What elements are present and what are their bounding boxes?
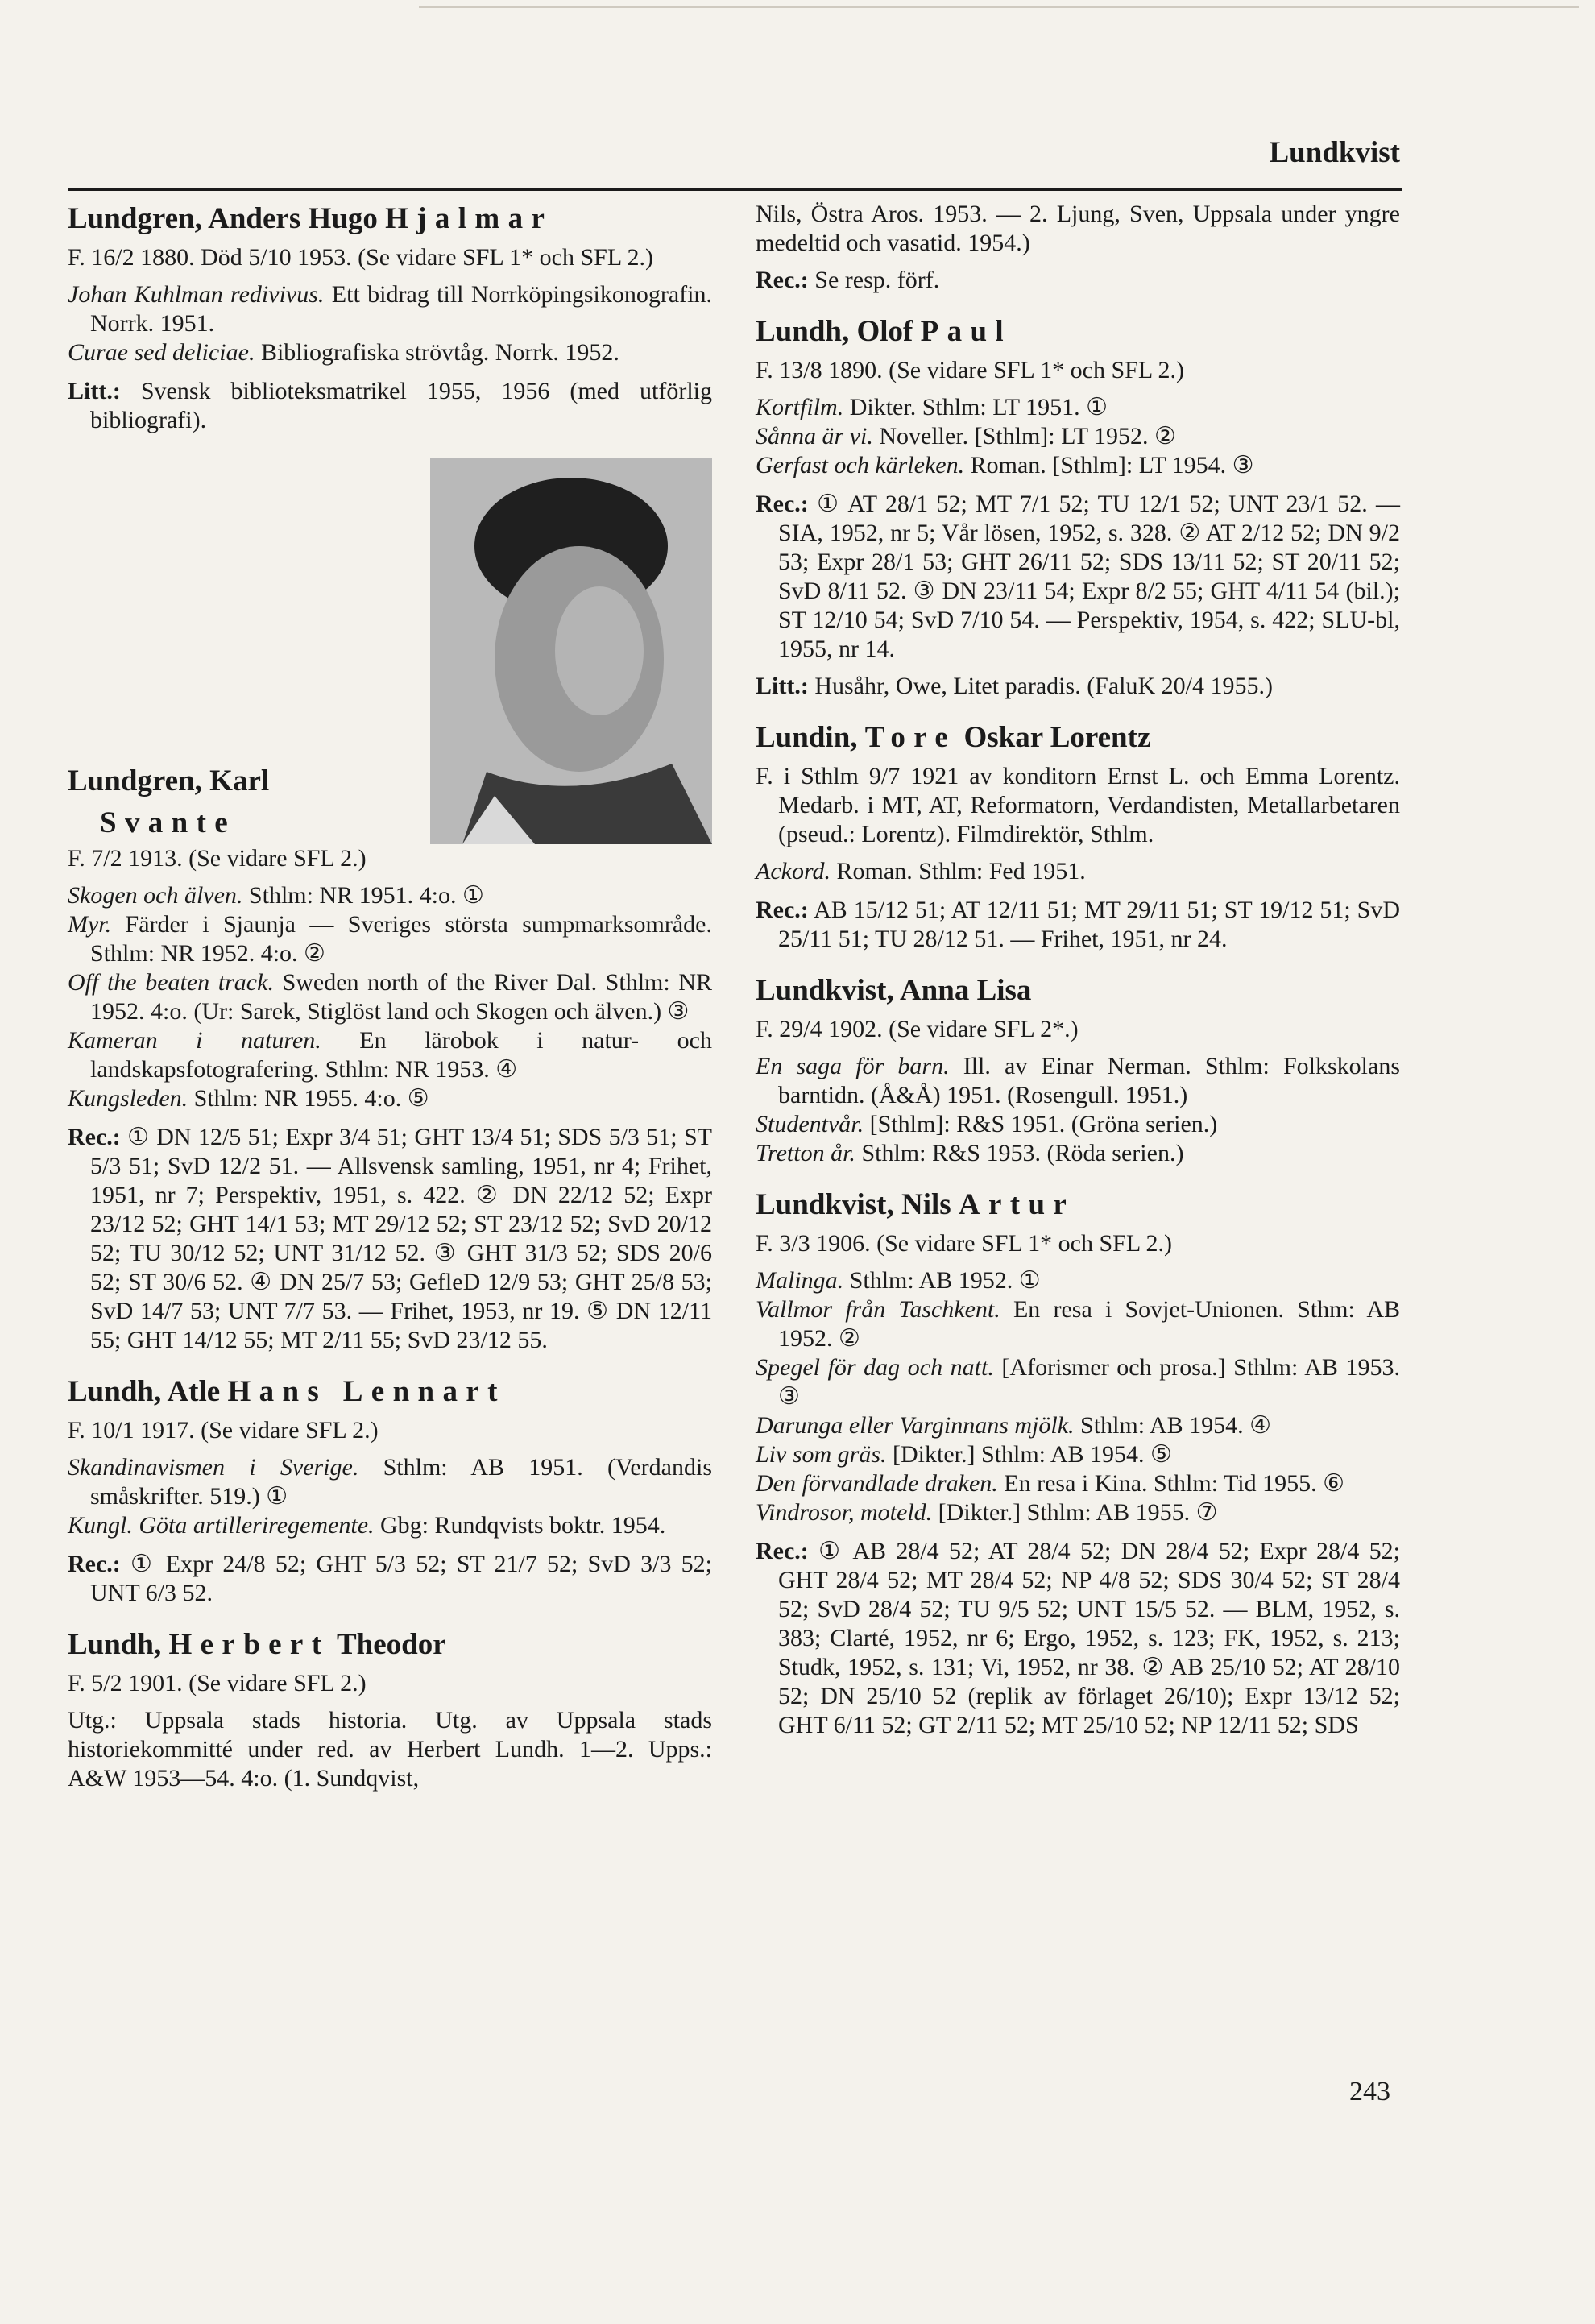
work-item: Kungl. Göta artilleriregemente. Gbg: Rundqvists boktr. 1954. [68,1512,666,1539]
entry-bio: F. i Sthlm 9/7 1921 av konditorn Ernst L. och Emma Lorentz. Medarb. i MT, AT, Reformatorn, Verdandisten, Metallarbetaren (pseud.: Lorentz). Filmdirektör, Sthlm. [756,763,1400,847]
work-item: Kungsleden. Sthlm: NR 1955. 4:o. ⑤ [68,1085,429,1112]
continued-text: Nils, Östra Aros. 1953. — 2. Ljung, Sven, Uppsala under yngre medeltid och vasatid. 1954.) [756,201,1400,256]
entry-lundh-paul [756,313,1400,701]
reviews-note: Rec.: ① AT 28/1 52; MT 7/1 52; TU 12/1 52; UNT 23/1 52. — SIA, 1952, nr 5; Vår lösen, 1952, s. 328. ② AT 2/12 52; DN 9/2 53; Expr 28/1 53; GHT 26/11 52; SDS 13/11 52; ST 20/11 52; SvD 8/11 52. ③ DN 23/11 54; Expr 8/2 55; GHT 4/11 54 (bil.); ST 12/10 54; SvD 7/10 54. — Perspektiv, 1954, s. 422; SLU-bl, 1955, nr 14. [756,491,1400,662]
reviews-note: Rec.: ① AB 28/4 52; AT 28/4 52; DN 28/4 52; Expr 28/4 52; GHT 28/4 52; MT 28/4 52; NP 4/8 52; SDS 30/4 52; ST 28/4 52; SvD 28/4 52; TU 9/5 52; UNT 15/5 52. — BLM, 1952, s. 383; Clarté, 1952, nr 6; Ergo, 1952, s. 123; FK, 1952, s. 213; Studk, 1952, s. 131; Vi, 1952, nr 38. ② AB 25/10 52; AT 28/10 52; DN 25/10 52 (replik av förlaget 26/10); Expr 13/12 52; GHT 6/11 52; GT 2/11 52; MT 25/10 52; NP 12/11 52; SDS [756,1538,1400,1738]
running-head: Lundkvist [1269,136,1400,169]
reviews-note: Rec.: AB 15/12 51; AT 12/11 51; MT 29/11 51; ST 19/12 51; SvD 25/11 51; TU 28/12 51. — Frihet, 1951, nr 24. [756,897,1400,952]
reviews-note: Rec.: ① Expr 24/8 52; GHT 5/3 52; ST 21/7 52; SvD 3/3 52; UNT 6/3 52. [68,1551,712,1606]
works-list [756,857,1400,886]
entry-lundgren-hjalmar [68,200,712,435]
work-item: Gerfast och kärleken. Roman. [Sthlm]: LT 1954. ③ [756,452,1254,478]
entry-name: Lundkvist, Nils Artur [756,1188,1075,1221]
entry-lundh-herbert [68,1626,712,1793]
entry-bio: F. 10/1 1917. (Se vidare SFL 2.) [68,1417,379,1444]
entry-name: Lundkvist, Anna Lisa [756,974,1032,1007]
entry-name: Lundh, Herbert Theodor [68,1628,446,1661]
reviews-note: Rec.: ① DN 12/5 51; Expr 3/4 51; GHT 13/4 51; SDS 5/3 51; ST 5/3 51; SvD 12/2 51. — Allsvensk samling, 1951, nr 4; Frihet, 1951, nr 7; Perspektiv, 1951, s. 422. ② DN 22/12 52; Expr 23/12 52; GHT 14/1 53; MT 29/12 52; ST 23/12 52; SvD 20/12 52; TU 30/12 52; UNT 31/12 52. ③ GHT 31/3 52; SDS 20/6 52; ST 30/6 52. ④ DN 25/7 53; GefleD 12/9 53; GHT 25/8 53; SvD 14/7 53; UNT 7/7 53. — Frihet, 1953, nr 19. ⑤ DN 12/11 55; GHT 14/12 55; MT 2/11 55; SvD 23/12 55. [68,1124,712,1353]
work-item: Kameran i naturen. En lärobok i natur- och landskapsfotografering. Sthlm: NR 1953. ④ [68,1027,712,1083]
work-item: En saga för barn. Ill. av Einar Nerman. Sthlm: Folkskolans barntidn. (Å&Å) 1951. (Rosengull. 1951.) [756,1053,1401,1108]
works-list [756,393,1400,480]
literature-note: Litt.: Husåhr, Owe, Litet paradis. (FaluK 20/4 1955.) [756,673,1274,699]
entry-name: Lundgren, Karl Svante [68,764,270,839]
entry-lundin-tore [756,719,1400,954]
work-item: Curae sed deliciae. Bibliografiska strövtåg. Norrk. 1952. [68,339,619,366]
portrait-photo [430,458,712,844]
work-item: Darunga eller Varginnans mjölk. Sthlm: AB 1954. ④ [756,1412,1271,1439]
work-item: Malinga. Sthlm: AB 1952. ① [756,1267,1041,1294]
works-list [68,881,712,1113]
works-list [756,1266,1400,1527]
work-item: Den förvandlade draken. En resa i Kina. Sthlm: Tid 1955. ⑥ [756,1470,1345,1497]
portrait-image [430,458,712,844]
entry-bio: F. 13/8 1890. (Se vidare SFL 1* och SFL 2.) [756,357,1185,383]
entry-lundgren-svante [68,844,712,1355]
work-item: Vindrosor, moteld. [Dikter.] Sthlm: AB 1955. ⑦ [756,1499,1218,1526]
top-edge-rule [419,6,1579,8]
editor-note: Utg.: Uppsala stads historia. Utg. av Uppsala stads historiekommitté under red. av Herbert Lundh. 1—2. Upps.: A&W 1953—54. 4:o. (1. Sundqvist, [68,1707,712,1792]
page-number: 243 [1349,2077,1390,2107]
reviews-note: Rec.: Se resp. förf. [756,267,940,293]
entry-bio: F. 3/3 1906. (Se vidare SFL 1* och SFL 2.) [756,1230,1173,1257]
works-list [68,280,712,367]
literature-note: Litt.: Svensk biblioteksmatrikel 1955, 1956 (med utförlig bibliografi). [68,378,712,433]
entry-bio: F. 7/2 1913. (Se vidare SFL 2.) [68,845,367,872]
entry-name: Lundh, Atle Hans Lennart [68,1375,506,1408]
work-item: Spegel för dag och natt. [Aforismer och prosa.] Sthlm: AB 1953. ③ [756,1354,1400,1410]
entry-name: Lundin, Tore Oskar Lorentz [756,721,1151,754]
entry-lundh-atle [68,1373,712,1608]
work-item: Skandinavismen i Sverige. Sthlm: AB 1951. (Verdandis småskrifter. 519.) ① [68,1454,712,1510]
work-item: Liv som gräs. [Dikter.] Sthlm: AB 1954. ⑤ [756,1441,1172,1468]
works-list [68,1453,712,1540]
entry-lundkvist-artur [756,1186,1400,1740]
work-item: Johan Kuhlman redivivus. Ett bidrag till Norrköpingsikonografin. Norrk. 1951. [68,281,712,337]
entry-bio: F. 16/2 1880. Död 5/10 1953. (Se vidare SFL 1* och SFL 2.) [68,244,654,271]
entry-name: Lundgren, Anders Hugo Hjalmar [68,202,553,235]
work-item: Ackord. Roman. Sthlm: Fed 1951. [756,858,1086,884]
work-item: Skogen och älven. Sthlm: NR 1951. 4:o. ① [68,882,484,909]
entry-bio: F. 29/4 1902. (Se vidare SFL 2*.) [756,1016,1079,1042]
work-item: Vallmor från Taschkent. En resa i Sovjet-Unionen. Sthm: AB 1952. ② [756,1296,1401,1352]
work-item: Sånna är vi. Noveller. [Sthlm]: LT 1952. ② [756,423,1176,449]
work-item: Tretton år. Sthlm: R&S 1953. (Röda serien.) [756,1140,1184,1166]
right-column [756,200,1400,1758]
works-list [756,1052,1400,1168]
entry-continuation [756,200,1400,295]
work-item: Kortfilm. Dikter. Sthlm: LT 1951. ① [756,394,1108,420]
work-item: Off the beaten track. Sweden north of the River Dal. Sthlm: NR 1952. 4:o. (Ur: Sarek, Stiglöst land och Skogen och älven.) ③ [68,969,712,1025]
work-item: Myr. Färder i Sjaunja — Sveriges största sumpmarksområde. Sthlm: NR 1952. 4:o. ② [68,911,712,967]
left-column [68,200,712,1811]
entry-bio: F. 5/2 1901. (Se vidare SFL 2.) [68,1670,367,1696]
portrait-section [68,458,712,844]
entry-name: Lundh, Olof Paul [756,315,1013,348]
work-item: Studentvår. [Sthlm]: R&S 1951. (Gröna serien.) [756,1111,1218,1137]
header-rule [68,188,1402,191]
entry-lundkvist-anna [756,971,1400,1168]
